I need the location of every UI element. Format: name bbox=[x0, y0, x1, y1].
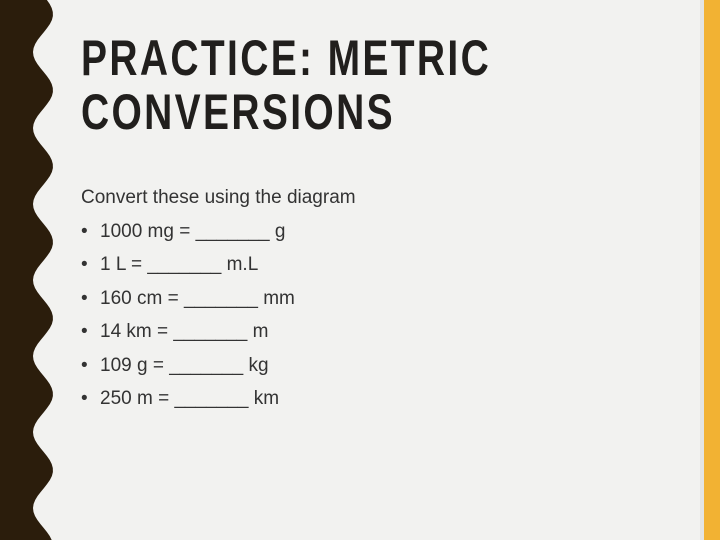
exercise-list bbox=[81, 219, 295, 419]
slide-title bbox=[81, 31, 549, 139]
exercise-item bbox=[81, 353, 295, 379]
exercise-item bbox=[81, 219, 295, 245]
exercise-item bbox=[81, 286, 295, 312]
exercise-item bbox=[81, 252, 295, 278]
wavy-left-border bbox=[0, 0, 60, 540]
bullet-marker: • bbox=[81, 254, 88, 276]
exercise-text: 109 g = _______ kg bbox=[100, 354, 269, 376]
right-accent-stripe bbox=[704, 0, 720, 540]
exercise-text: 250 m = _______ km bbox=[100, 387, 280, 409]
exercise-text: 1000 mg = _______ g bbox=[100, 221, 286, 242]
bullet-marker: • bbox=[81, 321, 88, 343]
exercise-text: 160 cm = _______ mm bbox=[100, 287, 295, 309]
exercise-text: 1 L = _______ m.L bbox=[100, 254, 259, 276]
bullet-marker: • bbox=[81, 387, 88, 409]
bullet-marker: • bbox=[81, 221, 88, 242]
slide-intro-text: Convert these using the diagram bbox=[81, 187, 356, 208]
exercise-item bbox=[81, 386, 295, 412]
slide-title-line-2: CONVERSIONS bbox=[81, 84, 395, 140]
slide-title-line-1: PRACTICE: METRIC bbox=[81, 30, 492, 86]
bullet-marker: • bbox=[81, 354, 88, 376]
exercise-text: 14 km = _______ m bbox=[100, 321, 269, 343]
bullet-marker: • bbox=[81, 287, 88, 309]
exercise-item bbox=[81, 319, 295, 345]
